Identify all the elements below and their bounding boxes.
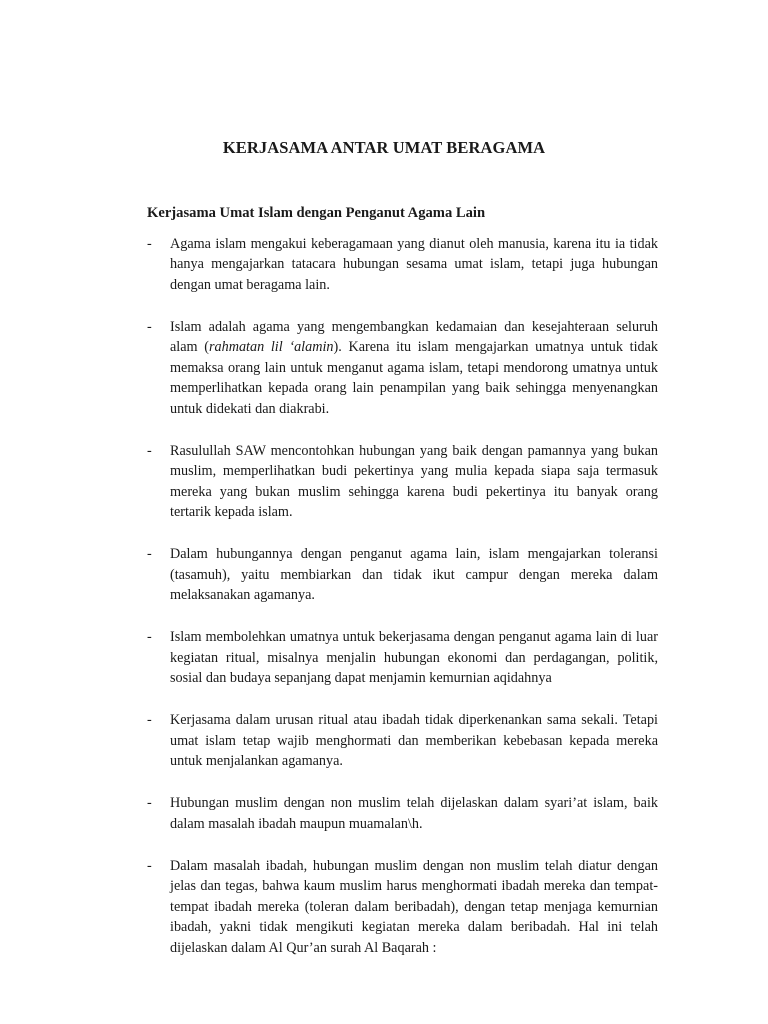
list-item-text-part: Islam adalah agama yang mengembangkan kedamaian dan kesejahteraan seluruh alam (: [170, 319, 658, 356]
list-item-text: Rasulullah SAW mencontohkan hubungan yang baik dengan pamannya yang bukan muslim, memperlihatkan budi pekertinya yang mulia kepada siapa saja termasuk mereka yang bukan muslim sehingga karena budi pekertinya itu banyak orang tertarik kepada islam.: [170, 442, 658, 521]
list-item: [147, 441, 658, 523]
list-item: [147, 544, 658, 605]
list-item-text: Islam membolehkan umatnya untuk bekerjasama dengan penganut agama lain di luar kegiatan ritual, misalnya menjalin hubungan ekonomi dan perdagangan, politik, sosial dan budaya sepanjang dapat menjamin kemurnian aqidahnya: [170, 629, 658, 687]
bullet-dash: -: [147, 442, 152, 459]
bullet-dash: -: [147, 629, 152, 646]
list-item-text: Agama islam mengakui keberagamaan yang dianut oleh manusia, karena itu ia tidak hanya mengajarkan tatacara hubungan sesama umat islam, tetapi juga hubungan dengan umat beragama lain.: [170, 236, 658, 293]
section-heading: Kerjasama Umat Islam dengan Penganut Agama Lain: [147, 205, 486, 221]
list-item-text-part: ). Karena itu islam mengajarkan umatnya untuk tidak memaksa orang lain untuk menganut agama islam, tetapi mendorong umatnya untuk memperlihatkan kepada orang lain penampilan yang baik sehingga menyenangkan untuk didekati dan diakrabi.: [170, 339, 659, 417]
bullet-dash: -: [147, 857, 152, 874]
list-item-text: Hubungan muslim dengan non muslim telah dijelaskan dalam syari’at islam, baik dalam masalah ibadah maupun muamalan\h.: [170, 795, 658, 832]
bullet-list: [147, 234, 658, 980]
list-item: [147, 317, 658, 419]
list-item-text: Dalam hubungannya dengan penganut agama lain, islam mengajarkan toleransi (tasamuh), yaitu membiarkan dan tidak ikut campur dengan mereka dalam melaksanakan agamanya.: [170, 546, 658, 604]
list-item: [147, 627, 658, 688]
bullet-dash: -: [147, 712, 152, 729]
document-title: KERJASAMA ANTAR UMAT BERAGAMA: [222, 138, 546, 157]
bullet-dash: -: [147, 546, 152, 563]
list-item: [147, 234, 658, 295]
list-item: [147, 793, 658, 834]
bullet-dash: -: [147, 236, 152, 252]
list-item: [147, 856, 658, 958]
list-item-text: Kerjasama dalam urusan ritual atau ibadah tidak diperkenankan sama sekali. Tetapi umat islam tetap wajib menghormati dan memberikan kebebasan kepada mereka untuk menjalankan agamanya.: [170, 712, 658, 770]
italic-phrase: rahmatan lil ‘alamin: [208, 339, 334, 356]
list-item: [147, 710, 658, 771]
bullet-dash: -: [147, 319, 152, 336]
bullet-dash: -: [147, 795, 152, 812]
list-item-text: [170, 317, 658, 419]
list-item-text: Dalam masalah ibadah, hubungan muslim dengan non muslim telah diatur dengan jelas dan tegas, bahwa kaum muslim harus menghormati ibadah mereka dan tempat-tempat ibadah mereka (toleran dalam beribadah), dengan tetap menjaga kemurnian ibadah, yakni tidak mengikuti kegiatan mereka dalam beribadah. Hal ini telah dijelaskan dalam Al Qur’an surah Al Baqarah :: [170, 857, 658, 956]
